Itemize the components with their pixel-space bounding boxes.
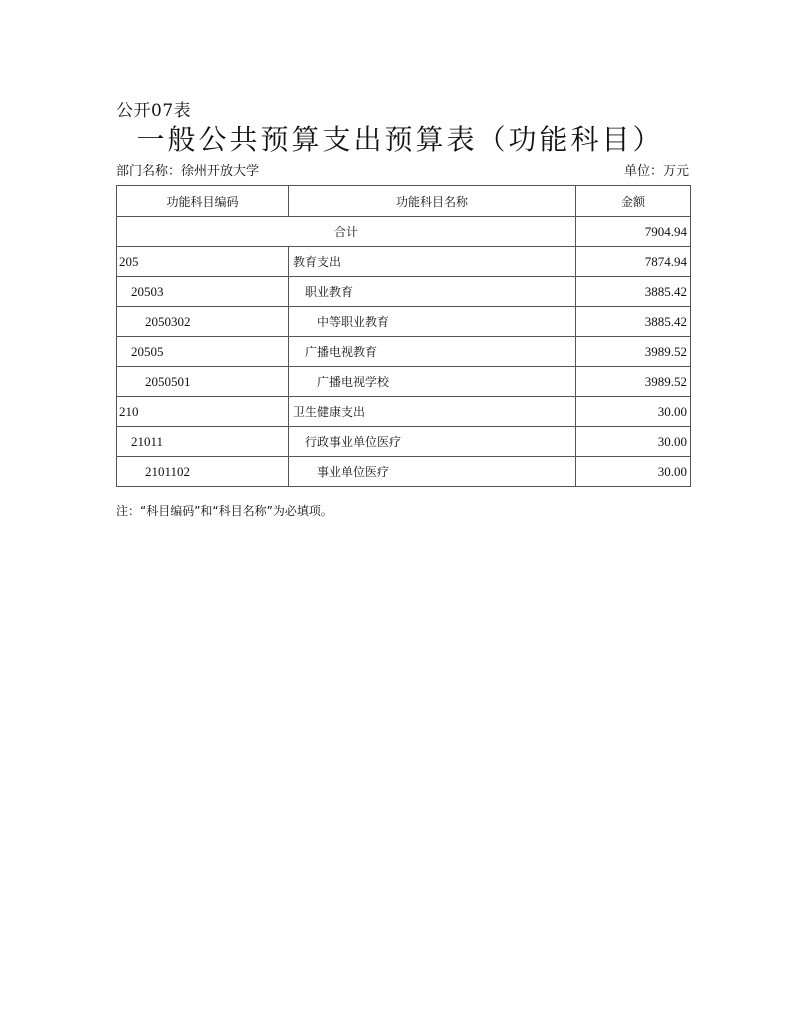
- table-row: [117, 307, 691, 337]
- row-amount: 30.00: [576, 397, 691, 427]
- table-row: [117, 247, 691, 277]
- table-row: [117, 337, 691, 367]
- table-row: [117, 367, 691, 397]
- row-code: 21011: [117, 427, 289, 457]
- total-label: 合计: [117, 217, 576, 247]
- page-title: 一般公共预算支出预算表（功能科目）: [136, 123, 664, 156]
- row-amount: 3989.52: [576, 367, 691, 397]
- row-code: 2050302: [117, 307, 289, 337]
- row-amount: 30.00: [576, 427, 691, 457]
- table-row: [117, 397, 691, 427]
- department-label: 部门名称：徐州开放大学: [116, 164, 260, 179]
- budget-table: [116, 185, 691, 487]
- row-name: 卫生健康支出: [289, 397, 576, 427]
- row-code: 2101102: [117, 457, 289, 487]
- row-code: 20503: [117, 277, 289, 307]
- row-code: 205: [117, 247, 289, 277]
- row-name: 教育支出: [289, 247, 576, 277]
- header-amount: 金额: [576, 186, 691, 217]
- row-amount: 30.00: [576, 457, 691, 487]
- unit-label: 单位：万元: [623, 164, 689, 179]
- row-name: 中等职业教育: [289, 307, 576, 337]
- row-code: 20505: [117, 337, 289, 367]
- row-name: 事业单位医疗: [289, 457, 576, 487]
- row-name: 行政事业单位医疗: [289, 427, 576, 457]
- row-code: 2050501: [117, 367, 289, 397]
- total-amount: 7904.94: [576, 217, 691, 247]
- row-code: 210: [117, 397, 289, 427]
- row-amount: 7874.94: [576, 247, 691, 277]
- table-row: [117, 277, 691, 307]
- row-name: 广播电视学校: [289, 367, 576, 397]
- table-header-row: [117, 186, 691, 217]
- row-name: 职业教育: [289, 277, 576, 307]
- row-amount: 3989.52: [576, 337, 691, 367]
- row-amount: 3885.42: [576, 307, 691, 337]
- header-name: 功能科目名称: [289, 186, 576, 217]
- footnote: 注：“科目编码”和“科目名称”为必填项。: [116, 504, 333, 518]
- row-name: 广播电视教育: [289, 337, 576, 367]
- table-row: [117, 457, 691, 487]
- form-number: 公开07表: [116, 101, 192, 121]
- row-amount: 3885.42: [576, 277, 691, 307]
- table-row: [117, 427, 691, 457]
- header-code: 功能科目编码: [117, 186, 289, 217]
- total-row: [117, 217, 691, 247]
